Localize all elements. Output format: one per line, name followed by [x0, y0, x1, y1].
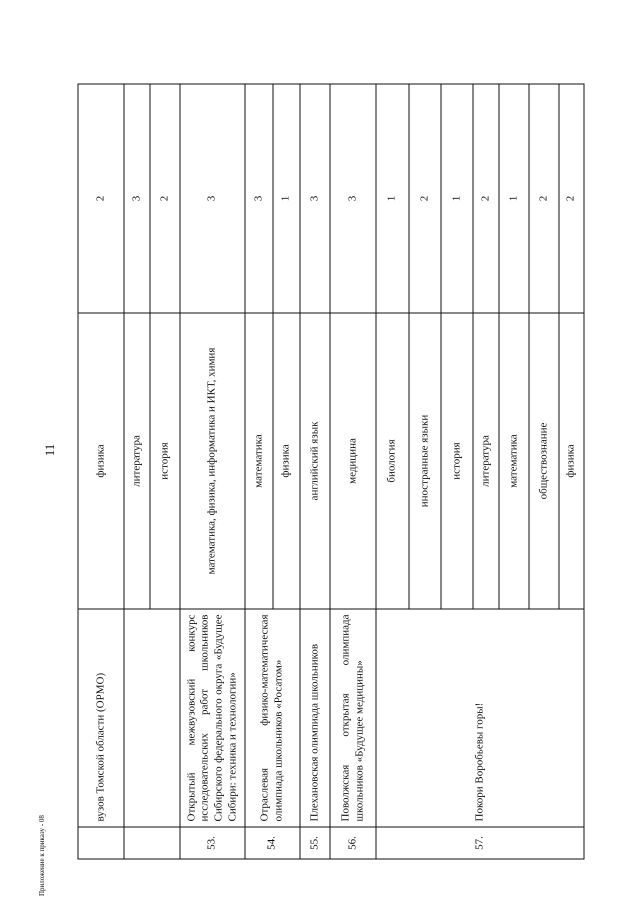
table-row — [180, 84, 245, 859]
olympiad-name-cell — [124, 609, 180, 827]
subject-cell: математика, физика, информатика и ИКТ, химия — [180, 313, 245, 609]
olympiad-name-cell: Плехановская олимпиада школьников — [300, 609, 330, 827]
subject-cell: обществознание — [529, 313, 559, 609]
subject-cell: математика — [245, 313, 273, 609]
olympiad-name-cell: вузов Томской области (ОРМО) — [78, 609, 124, 827]
row-number-cell: 55. — [300, 827, 330, 859]
level-cell: 2 — [559, 84, 584, 313]
level-cell: 3 — [124, 84, 150, 313]
subject-cell: медицина — [330, 313, 376, 609]
table-row — [78, 84, 124, 859]
row-number-cell: 56. — [330, 827, 376, 859]
subject-cell: математика — [499, 313, 529, 609]
subject-cell: иностранные языки — [409, 313, 441, 609]
subject-cell: литература — [473, 313, 499, 609]
subject-cell: литература — [124, 313, 150, 609]
level-cell: 2 — [78, 84, 124, 313]
level-cell: 1 — [376, 84, 409, 313]
level-cell: 2 — [150, 84, 180, 313]
level-cell: 1 — [499, 84, 529, 313]
subject-cell: физика — [78, 313, 124, 609]
table-row — [376, 84, 409, 859]
table-row — [300, 84, 330, 859]
level-cell: 2 — [473, 84, 499, 313]
table-row — [330, 84, 376, 859]
level-cell: 1 — [441, 84, 473, 313]
subject-cell: история — [150, 313, 180, 609]
subject-cell: физика — [273, 313, 300, 609]
row-number-cell — [124, 827, 180, 859]
table-row — [245, 84, 273, 859]
row-number-cell: 54. — [245, 827, 300, 859]
olympiad-table-wrapper — [77, 85, 577, 860]
row-number-cell — [78, 827, 124, 859]
olympiad-name-cell: Поволжская открытая олимпиада школьников «Будущее медицины» — [330, 609, 376, 827]
footer-note: Приложение к приказу - 08 — [38, 815, 46, 896]
table-row — [124, 84, 150, 859]
olympiad-name-cell: Покори Воробьевы горы! — [376, 609, 584, 827]
row-number-cell: 53. — [180, 827, 245, 859]
olympiad-name-cell: Отраслевая физико-математическая олимпиада школьников «Росатом» — [245, 609, 300, 827]
olympiad-table — [77, 84, 584, 860]
level-cell: 3 — [180, 84, 245, 313]
level-cell: 3 — [300, 84, 330, 313]
level-cell: 1 — [273, 84, 300, 313]
level-cell: 3 — [330, 84, 376, 313]
level-cell: 3 — [245, 84, 273, 313]
row-number-cell: 57. — [376, 827, 584, 859]
subject-cell: история — [441, 313, 473, 609]
subject-cell: английский язык — [300, 313, 330, 609]
subject-cell: физика — [559, 313, 584, 609]
level-cell: 2 — [529, 84, 559, 313]
level-cell: 2 — [409, 84, 441, 313]
subject-cell: биология — [376, 313, 409, 609]
page-number: 11 — [42, 443, 57, 457]
olympiad-name-cell: Открытый межвузовский конкурс исследовательских работ школьников Сибирского федерального округа «Будущее Сибири: техника и технологии» — [180, 609, 245, 827]
